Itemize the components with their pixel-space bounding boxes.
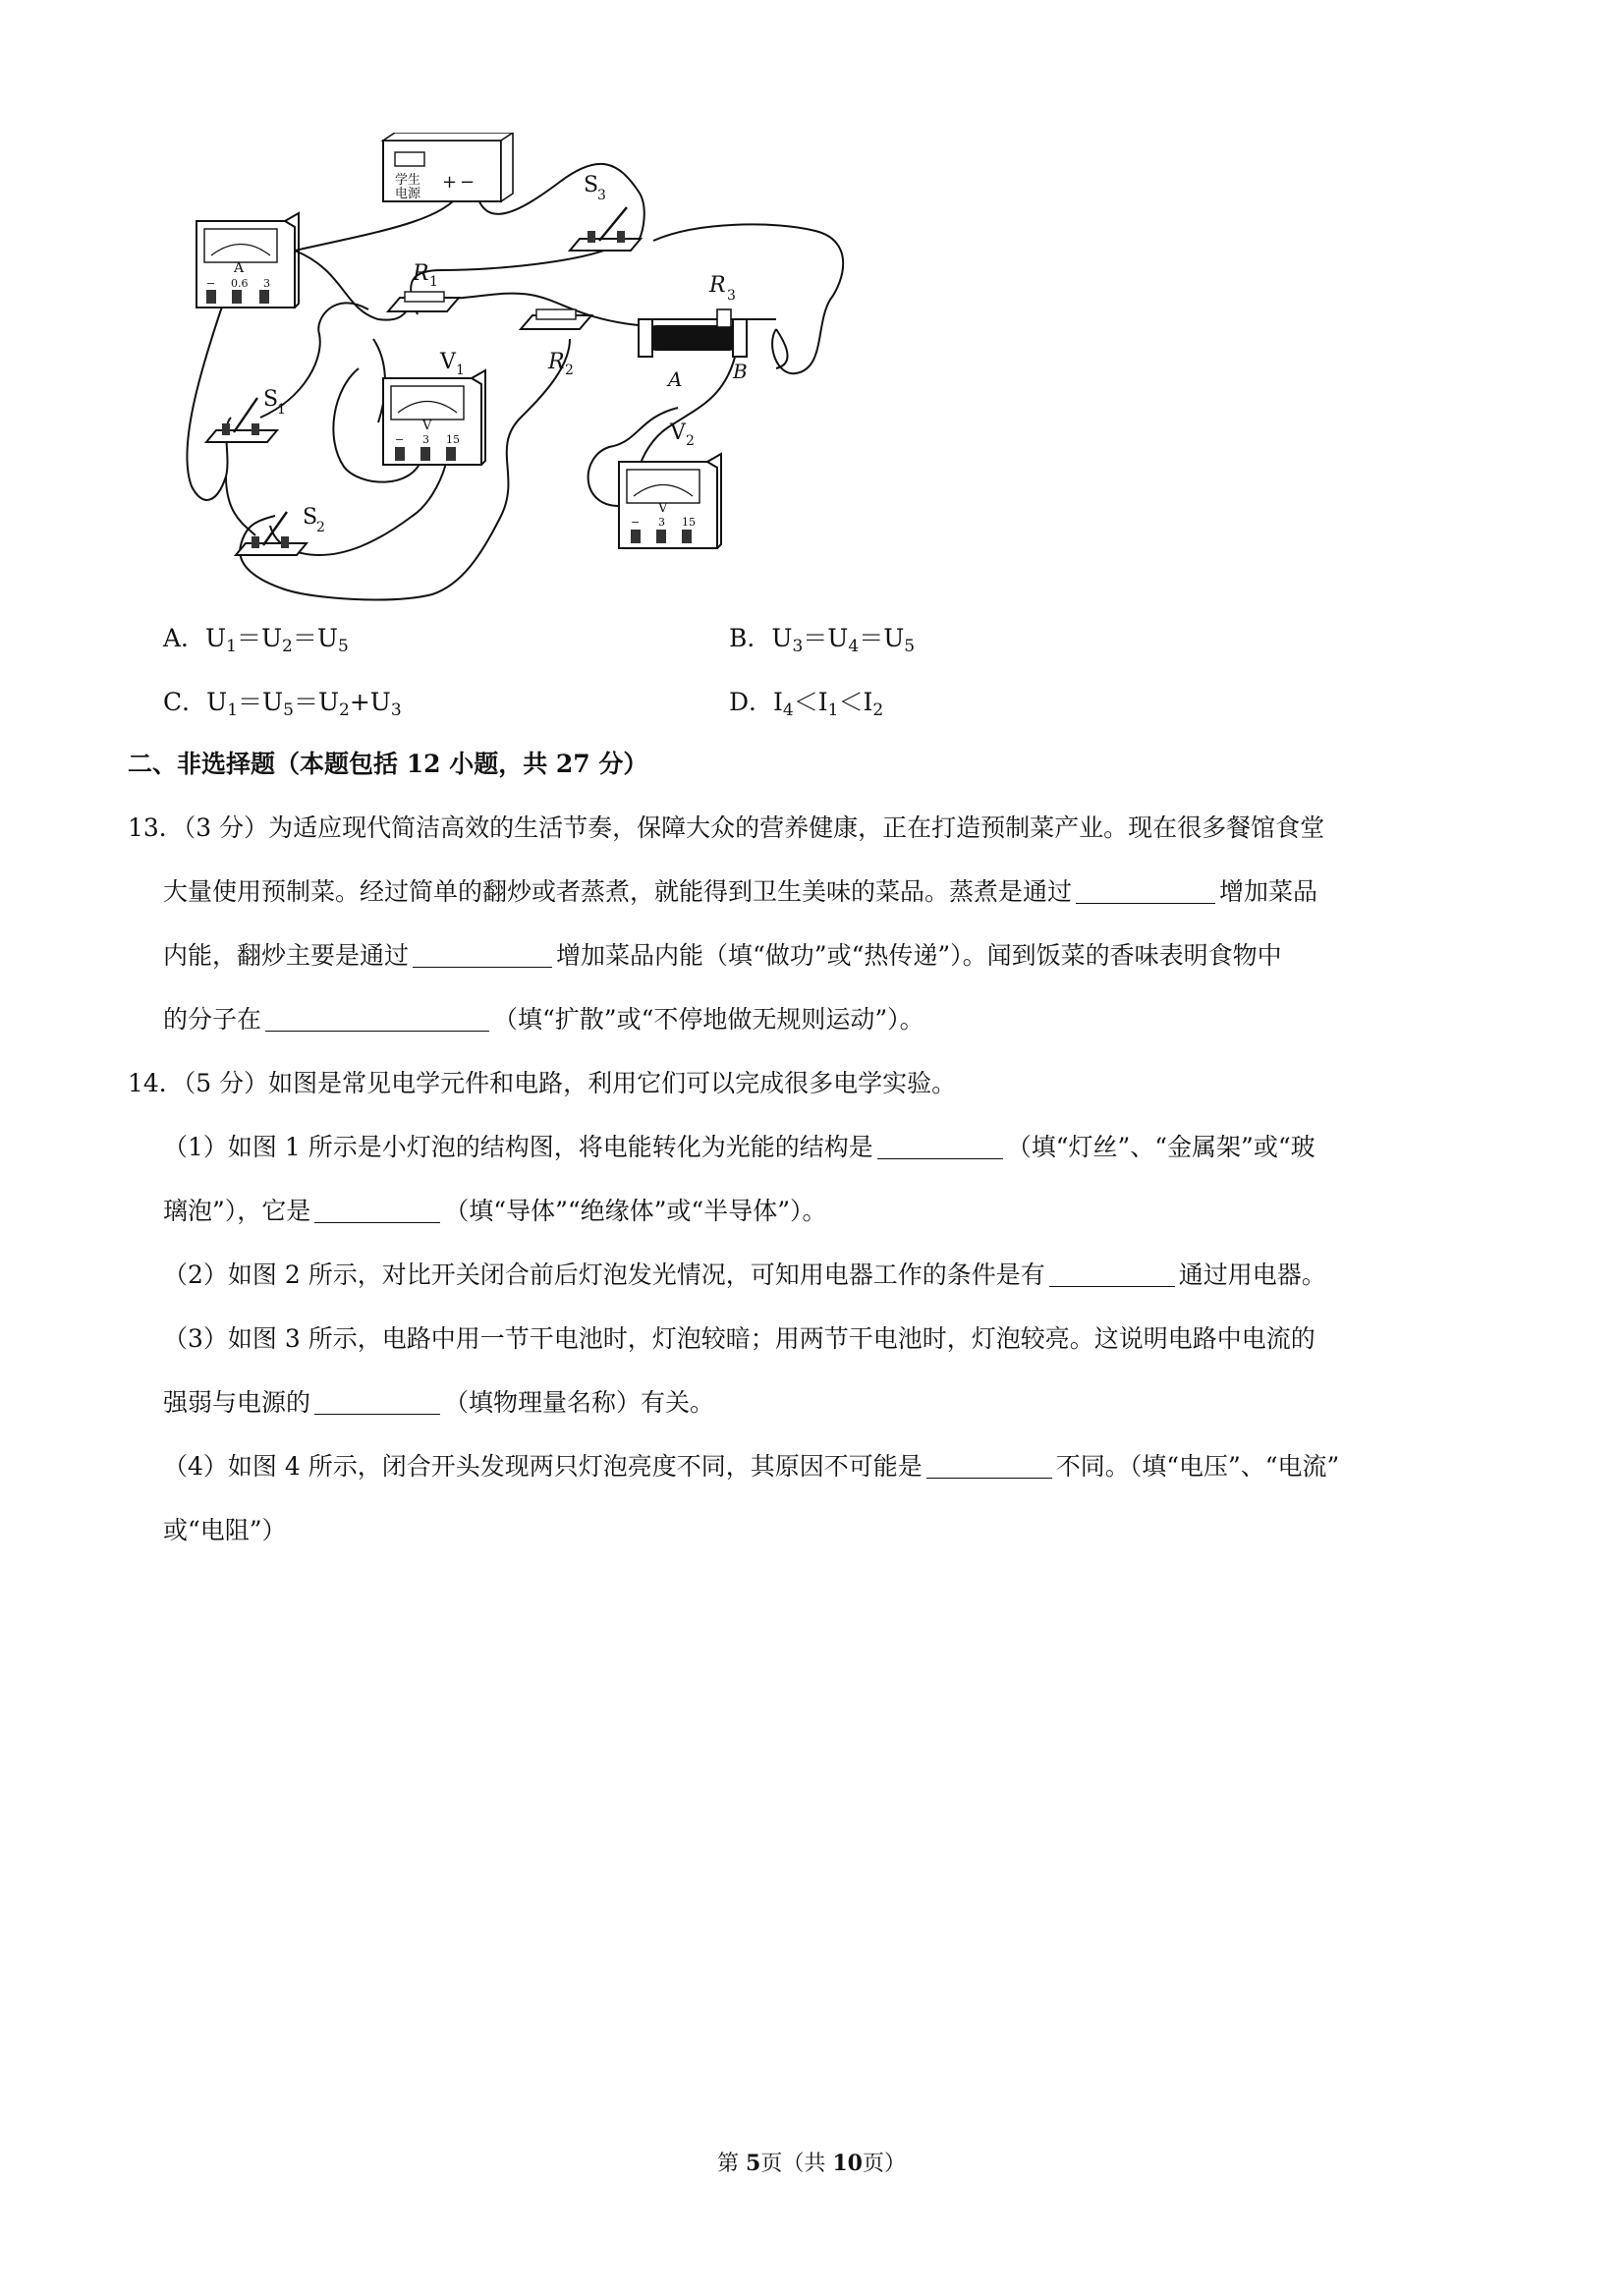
answer-blank[interactable] [314,1390,440,1415]
option-b: B．$U_3=U_4=U_5$ [729,624,916,656]
switch-s3 [570,173,641,251]
svg-text:3: 3 [263,277,270,290]
svg-text:−: − [206,277,216,290]
svg-text:V: V [440,350,456,374]
q14-line1: 14．（5 分）如图是常见电学元件和电路，利用它们可以完成很多电学实验。 [128,1069,957,1097]
q14-p1-line2: 璃泡”），它是 （填“导体”“绝缘体”或“半导体”）。 [163,1197,827,1225]
answer-blank[interactable] [314,1199,440,1223]
voltmeter-v2 [619,420,721,548]
svg-text:R: R [548,350,565,374]
q14-p4-line1: （4）如图 4 所示，闭合开头发现两只灯泡亮度不同，其原因不可能是 不同。（填“电压”、“电流” [163,1452,1340,1481]
svg-text:−: − [395,433,405,446]
svg-text:0.6: 0.6 [231,277,249,290]
option-a: A．$U_1=U_2=U_5$ [163,624,349,656]
svg-text:3: 3 [422,433,429,446]
answer-blank[interactable] [877,1135,1003,1159]
resistor-r2 [521,309,591,378]
svg-text:A: A [234,260,245,276]
power-supply [383,133,513,201]
svg-text:S: S [263,387,279,412]
q14-p2: （2）如图 2 所示，对比开关闭合前后灯泡发光情况，可知用电器工作的条件是有 通过用电器。 [163,1260,1326,1289]
q13-line4: 的分子在 （填“扩散”或“不停地做无规则运动”）。 [163,1005,924,1034]
q13-line1: 13．（3 分）为适应现代简洁高效的生活节奏，保障大众的营养健康，正在打造预制菜产业。现在很多餐馆食堂 [128,813,1325,842]
q14-p3-line2: 强弱与电源的 （填物理量名称）有关。 [163,1388,715,1417]
svg-text:电源: 电源 [395,187,421,201]
option-c: C．$U_1=U_5=U_2+U_3$ [163,688,402,720]
q13-line2: 大量使用预制菜。经过简单的翻炒或者蒸煮，就能得到卫生美味的菜品。蒸煮是通过 增加菜品 [163,877,1318,906]
page-footer: 第 5页（共 10页） [717,2151,906,2176]
q14-p3-line1: （3）如图 3 所示，电路中用一节干电池时，灯泡较暗；用两节干电池时，灯泡较亮。这说明电路中电流的 [163,1324,1315,1353]
svg-text:−: − [460,172,476,193]
svg-text:B: B [733,360,748,383]
switch-s1 [206,387,286,442]
svg-text:V: V [422,419,432,433]
svg-text:R: R [413,261,429,286]
svg-text:R: R [709,273,726,298]
answer-blank[interactable] [265,1007,489,1032]
option-d: D．$I_4<I_1<I_2$ [729,688,884,720]
svg-text:1: 1 [277,402,286,418]
answer-blank[interactable] [1076,879,1215,904]
svg-text:2: 2 [686,433,695,449]
svg-text:2: 2 [316,520,325,535]
q14-p1-line1: （1）如图 1 所示是小灯泡的结构图，将电能转化为光能的结构是 （填“灯丝”、“金属架”或“玻 [163,1133,1315,1161]
svg-text:S: S [584,173,599,197]
ammeter [196,213,299,308]
wire [653,224,843,373]
answer-blank[interactable] [1049,1262,1175,1287]
svg-text:1: 1 [429,274,438,290]
svg-text:V: V [670,420,686,445]
answer-blank[interactable] [926,1454,1052,1479]
svg-text:−: − [631,516,641,529]
svg-text:3: 3 [658,516,665,529]
answer-blank[interactable] [413,943,552,968]
q14-p4-line2: 或“电阻”） [163,1516,287,1544]
rheostat-r3 [639,273,776,391]
svg-text:1: 1 [456,363,465,378]
voltmeter-v1 [383,350,485,465]
resistor-r1 [388,261,459,311]
svg-text:S: S [303,505,318,530]
svg-text:+: + [442,172,458,193]
section-title: 二、非选择题（本题包括 12 小题，共 27 分） [128,750,648,778]
circuit-figure [147,133,953,604]
wire [295,251,639,325]
q13-line3: 内能，翻炒主要是通过 增加菜品内能（填“做功”或“热传递”）。闻到饭菜的香味表明食物中 [163,941,1282,970]
svg-text:15: 15 [446,433,460,446]
svg-text:A: A [668,367,683,391]
svg-text:3: 3 [597,188,606,203]
svg-text:2: 2 [565,363,574,378]
svg-text:V: V [658,501,668,516]
svg-text:学生: 学生 [395,173,421,188]
svg-text:3: 3 [727,288,736,304]
svg-text:15: 15 [682,516,696,529]
